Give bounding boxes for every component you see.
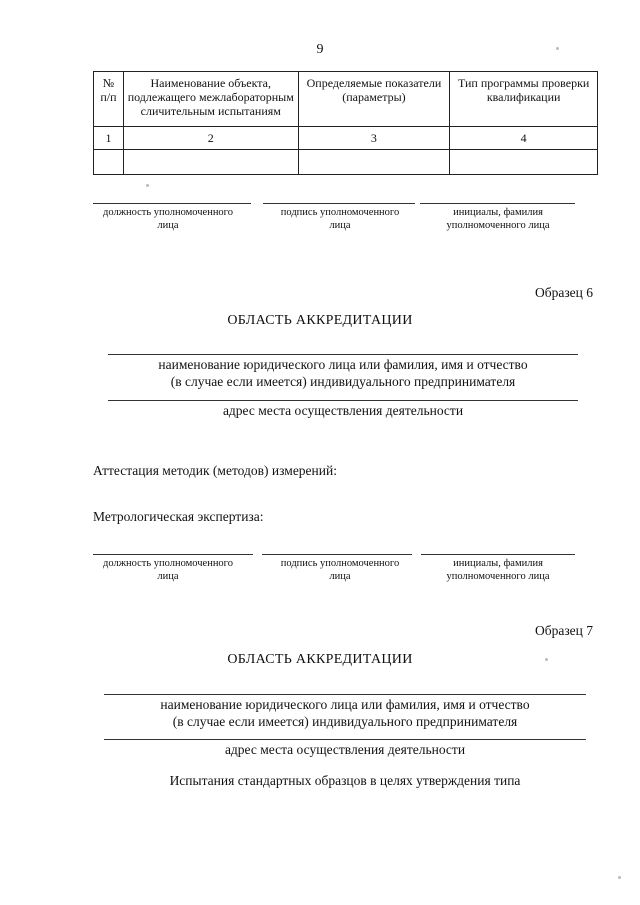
sample6-address-caption: адрес места осуществления деятельности — [222, 403, 464, 418]
table-cell: 4 — [450, 127, 598, 150]
sample7-name-line — [104, 694, 586, 695]
sample6-title: ОБЛАСТЬ АККРЕДИТАЦИИ — [227, 313, 413, 328]
signature-line-signature — [262, 554, 412, 555]
table-cell: 2 — [123, 127, 298, 150]
signature-line-initials — [420, 203, 575, 204]
signature-caption-position: должность уполномоченного лица — [103, 558, 233, 582]
signature-caption-signature: подпись уполномоченного лица — [280, 558, 400, 582]
sample7-tests: Испытания стандартных образцов в целях утверждения типа — [169, 773, 521, 788]
table-cell — [450, 150, 598, 175]
signature-line-position — [93, 203, 251, 204]
sample7-name-caption-2: (в случае если имеется) индивидуального предпринимателя — [172, 714, 518, 729]
sample6-expertise: Метрологическая экспертиза: — [93, 509, 264, 524]
sample7-address-caption: адрес места осуществления деятельности — [224, 742, 466, 757]
sample6-name-caption-1: наименование юридического лица или фамилия, имя и отчество — [158, 357, 528, 372]
header-cell-program-type: Тип программы проверки квалификации — [450, 72, 598, 127]
table-row — [94, 127, 598, 150]
signature-caption-signature: подпись уполномоченного лица — [280, 207, 400, 231]
sample6-label: Образец 6 — [534, 285, 593, 300]
signature-line-position — [93, 554, 253, 555]
scan-speck — [545, 658, 548, 661]
table-cell — [94, 150, 124, 175]
sample6-name-caption-2: (в случае если имеется) индивидуального предпринимателя — [170, 374, 516, 389]
table-cell: 3 — [298, 127, 450, 150]
signature-caption-initials: инициалы, фамилия уполномоченного лица — [446, 207, 550, 231]
table-row — [94, 150, 598, 175]
sample7-title: ОБЛАСТЬ АККРЕДИТАЦИИ — [227, 652, 413, 667]
table-cell: 1 — [94, 127, 124, 150]
sample7-name-caption-1: наименование юридического лица или фамилия, имя и отчество — [160, 697, 530, 712]
scan-speck — [618, 876, 621, 879]
signature-line-initials — [421, 554, 575, 555]
signature-caption-position: должность уполномоченного лица — [103, 207, 233, 231]
sample6-address-line — [108, 400, 578, 401]
signature-line-signature — [263, 203, 415, 204]
sample6-attestation: Аттестация методик (методов) измерений: — [93, 463, 337, 478]
qualification-table — [93, 71, 598, 175]
scan-speck — [556, 47, 559, 50]
scan-speck — [146, 184, 149, 187]
table-cell — [298, 150, 450, 175]
page-number: 9 — [316, 42, 324, 57]
sample7-address-line — [104, 739, 586, 740]
table-header-row — [94, 72, 598, 127]
sample6-name-line — [108, 354, 578, 355]
header-cell-number: № п/п — [94, 72, 124, 127]
header-cell-indicators: Определяемые показатели (параметры) — [298, 72, 450, 127]
sample7-label: Образец 7 — [534, 623, 593, 638]
table-cell — [123, 150, 298, 175]
signature-caption-initials: инициалы, фамилия уполномоченного лица — [446, 558, 550, 582]
header-cell-object: Наименование объекта, подлежащего межлабораторным сличительным испытаниям — [123, 72, 298, 127]
